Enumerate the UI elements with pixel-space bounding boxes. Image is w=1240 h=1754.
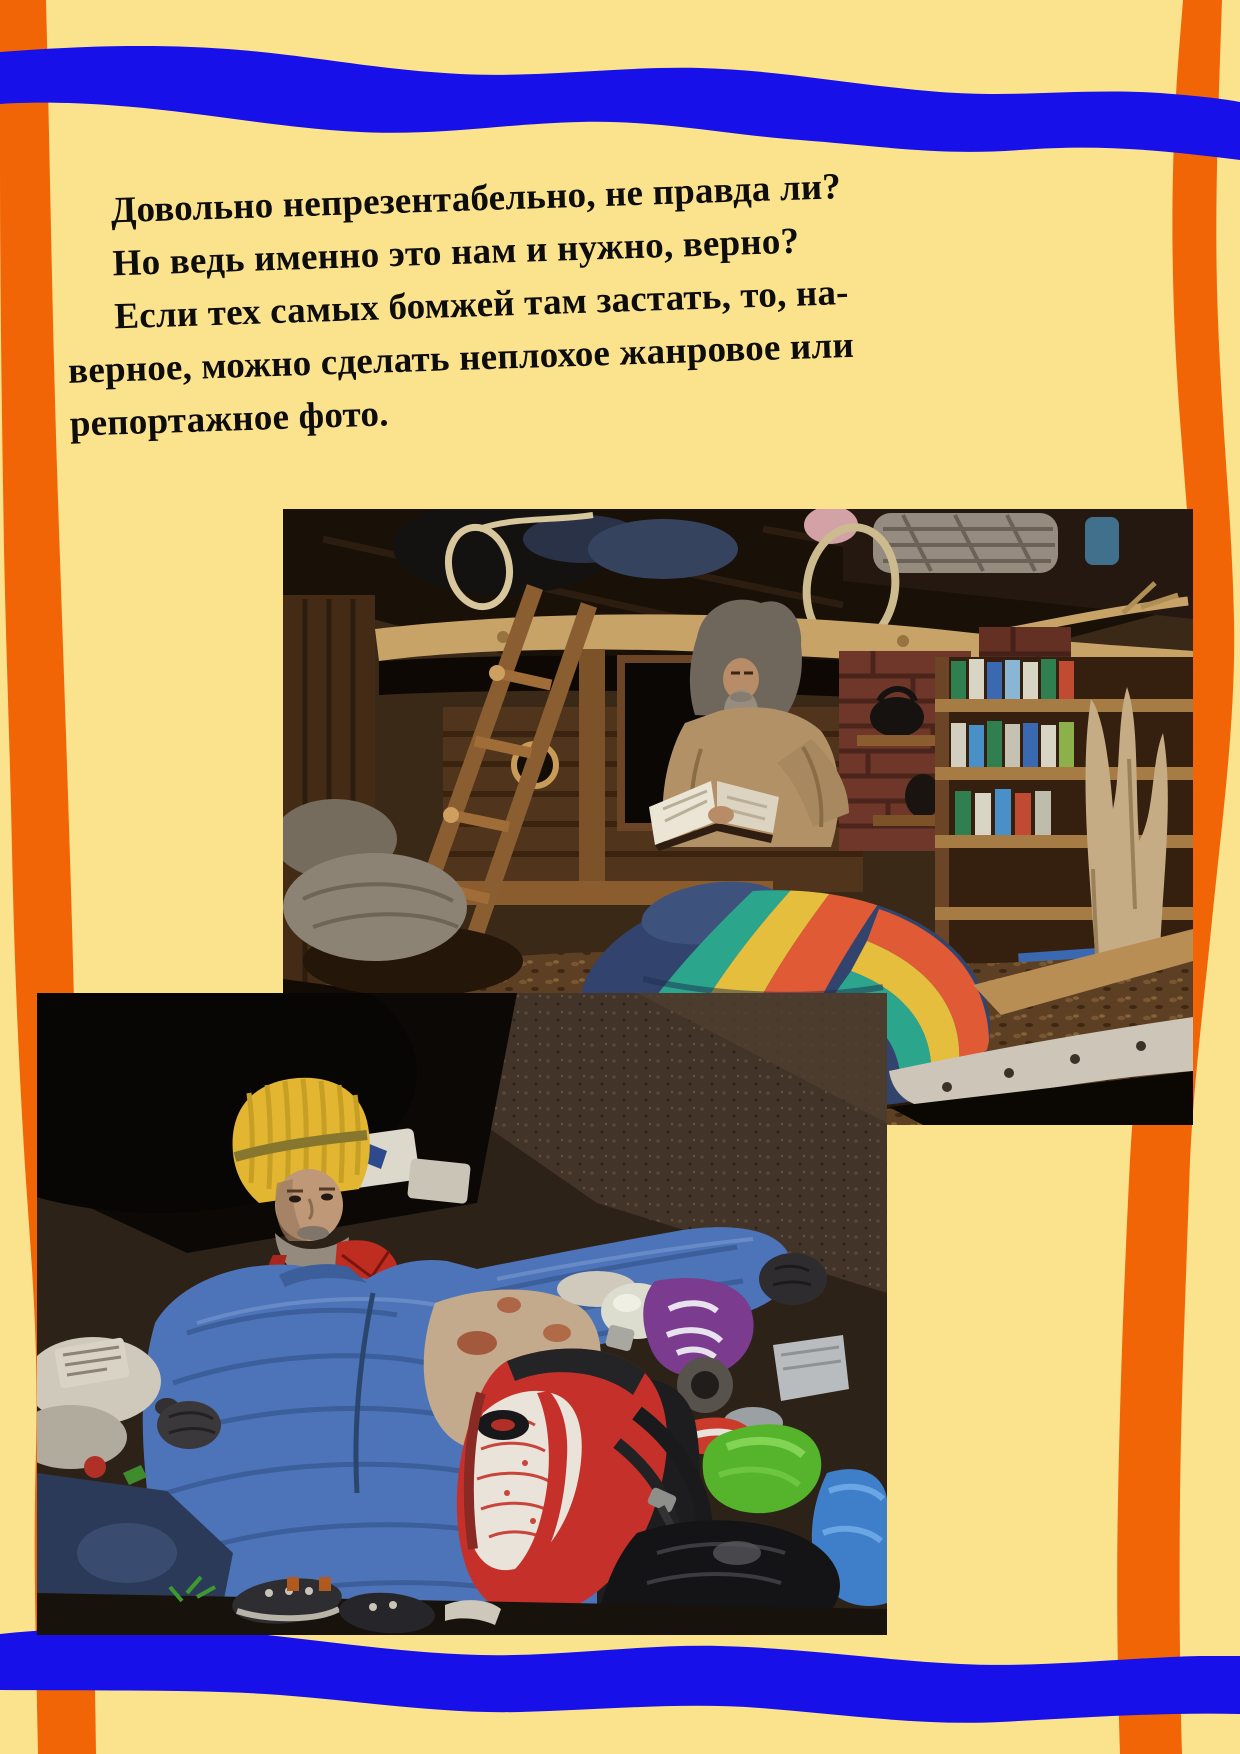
paragraph-line: Но ведь именно это нам и нужно, верно? [111,220,800,285]
paragraph [62,155,1010,451]
blue-cloth [588,519,738,579]
red-trash [84,1456,106,1478]
stain [497,1297,521,1313]
eyelet [265,1589,273,1597]
mattress-button [1004,1068,1014,1078]
mattress-button [1070,1054,1080,1064]
left-glove [157,1401,221,1449]
paragraph-line: Если тех самых бомжей там застать, то, на- [113,271,850,338]
paper-trash [407,1158,471,1204]
stain [543,1324,571,1342]
eye [321,1194,333,1201]
kettle [870,697,924,737]
wood-post [579,649,605,894]
bottle-on-loft [1085,517,1119,565]
beam-knot [897,635,909,647]
eyelet [305,1587,313,1595]
eyelet [369,1603,377,1611]
eye [289,1196,301,1203]
jug-shine [613,1294,641,1312]
bag-patch [713,1541,761,1565]
mattress-button [942,1082,952,1092]
right-glove [759,1253,827,1305]
rung-peg [489,665,505,681]
stain [457,1331,497,1355]
mattress-button [1136,1041,1146,1051]
paragraph-line: Довольно непрезентабельно, не правда ли? [110,166,842,232]
pot-hole [691,1371,719,1399]
sack-pillow [283,853,467,961]
orange-patch [319,1577,331,1591]
eyelet [389,1601,397,1609]
paragraph-line: репортажное фото. [69,393,390,445]
rung-peg [443,807,459,823]
paragraph-line: верное, можно сделать неплохое жанровое или [67,324,855,392]
mustache [297,1226,329,1240]
knee-highlight [77,1523,177,1583]
homeless-man-photo [37,993,887,1635]
orange-patch [287,1577,299,1591]
